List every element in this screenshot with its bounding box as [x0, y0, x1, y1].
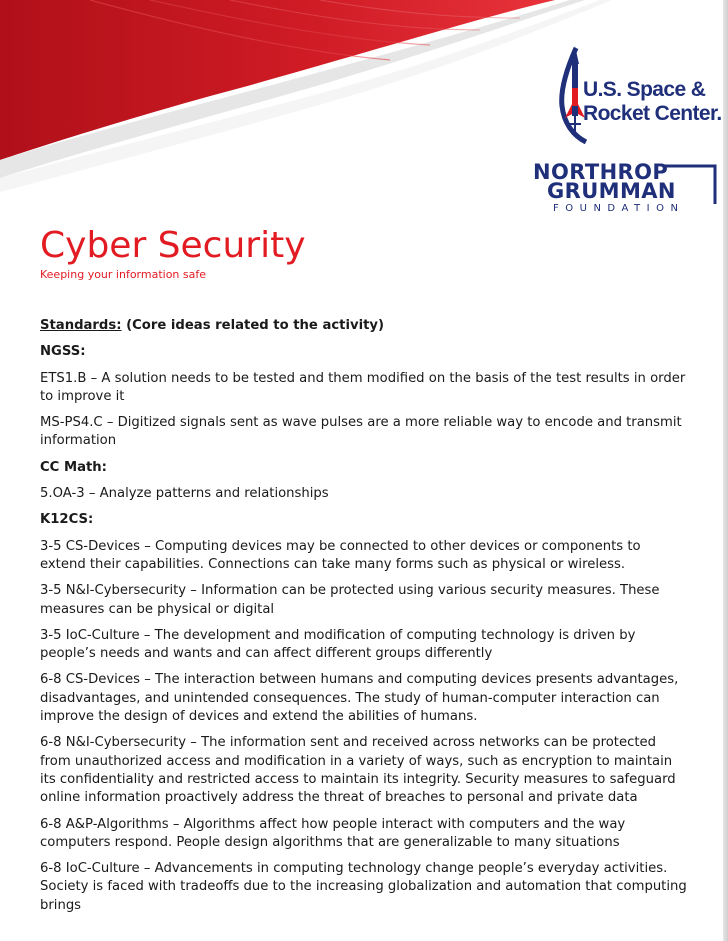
standard-text: The development and modification of computing technology is driven by people’s needs and wants and can affect different groups differently	[40, 627, 636, 662]
ng-line-3: FOUNDATION	[553, 203, 685, 214]
standard-item: 3-5 CS-Devices – Computing devices may be connected to other devices or components to extend their capabilities. Connections can take many forms such as physical or wireless.	[40, 538, 641, 572]
standard-text: Analyze patterns and relationships	[99, 486, 329, 502]
standard-item: 5.OA-3 – Analyze patterns and relationships	[40, 486, 329, 502]
standards-heading	[40, 317, 690, 335]
standard-item: MS-PS4.C – Digitized signals sent as wave pulses are a more reliable way to encode and transmit information	[40, 415, 682, 449]
standard-code: 6-8 IoC-Culture	[40, 861, 140, 877]
standard-text: Computing devices may be connected to other devices or components to extend their capabilities. Connections can take many forms such as physical or wireless.	[40, 538, 641, 572]
northrop-grumman-foundation-logo	[533, 160, 728, 220]
standard-text: The information sent and received across networks can be protected from unauthorized access and modification in a variety of ways, such as encryption to maintain its confidentiality and restricted access to maintain its integrity. Security measures to safeguard online information proactively address the threat of breaches to personal and private data	[40, 735, 676, 806]
standard-text: Information can be protected using various security measures. These measures can be physical or digital	[40, 583, 660, 617]
page-title: Cyber Security	[40, 225, 306, 266]
standard-code: ETS1.B	[40, 370, 87, 386]
standards-label: Standards:	[40, 318, 122, 333]
ng-line-2: GRUMMAN	[547, 179, 676, 203]
standard-code: 5.OA-3	[40, 486, 85, 502]
standard-code: 3-5 N&I-Cybersecurity	[40, 583, 187, 599]
standard-text: The interaction between humans and computing devices presents advantages, disadvantages, and unintended consequences. The study of human-computer interaction can improve the design of devices and extend the abilities of humans.	[40, 672, 679, 725]
standard-item: 6-8 N&I-Cybersecurity – The information sent and received across networks can be protected from unauthorized access and modification in a variety of ways, such as encryption to maintain its confidentiality and restricted access to maintain its integrity. Security measures to safeguard online information proactively address the threat of breaches to personal and private data	[40, 735, 676, 806]
standard-item: 6-8 CS-Devices – The interaction between humans and computing devices presents advantages, disadvantages, and unintended consequences. The study of human-computer interaction can improve the design of devices and extend the abilities of humans.	[40, 672, 679, 725]
standard-text: Digitized signals sent as wave pulses are a more reliable way to encode and transmit information	[40, 415, 682, 449]
standard-code: MS-PS4.C	[40, 415, 103, 431]
section-heading: NGSS:	[40, 344, 86, 360]
standard-code: 6-8 N&I-Cybersecurity	[40, 735, 187, 751]
section-heading: CC Math:	[40, 459, 107, 475]
standard-item: 3-5 IoC-Culture – The development and modification of computing technology is driven by people’s needs and wants and can affect different groups differently	[40, 627, 636, 662]
standard-code: 6-8 A&P-Algorithms	[40, 816, 169, 832]
standards-section	[40, 317, 690, 923]
standard-item: ETS1.B – A solution needs to be tested and them modified on the basis of the test results in order to improve it	[40, 370, 686, 404]
standard-code: 3-5 IoC-Culture	[40, 627, 140, 643]
standard-item: 3-5 N&I-Cybersecurity – Information can be protected using various security measures. These measures can be physical or digital	[40, 583, 660, 617]
ussrc-line-2: Rocket Center.	[583, 102, 722, 125]
page-subtitle: Keeping your information safe	[40, 268, 207, 281]
standard-item: 6-8 IoC-Culture – Advancements in computing technology change people’s everyday activities. Society is faced with tradeoffs due to the increasing globalization and automation that computing brings	[40, 861, 687, 913]
standard-code: 6-8 CS-Devices	[40, 672, 141, 688]
standard-text: Advancements in computing technology change people’s everyday activities. Society is faced with tradeoffs due to the increasing globalization and automation that computing brings	[40, 861, 687, 913]
ussrc-logo-text	[583, 78, 722, 126]
standard-text: A solution needs to be tested and them modified on the basis of the test results in order to improve it	[40, 370, 686, 404]
ussrc-line-1: U.S. Space &	[583, 78, 706, 101]
section-heading: K12CS:	[40, 512, 94, 528]
ng-bracket-icon	[663, 162, 723, 206]
ng-line-1: NORTHROP	[533, 160, 669, 184]
standard-item: 6-8 A&P-Algorithms – Algorithms affect how people interact with computers and the way computers respond. People design algorithms that are generalizable to many situations	[40, 816, 626, 850]
standard-code: 3-5 CS-Devices	[40, 538, 141, 554]
standard-text: Algorithms affect how people interact with computers and the way computers respond. People design algorithms that are generalizable to many situations	[40, 816, 626, 850]
standards-description: (Core ideas related to the activity)	[126, 318, 385, 333]
